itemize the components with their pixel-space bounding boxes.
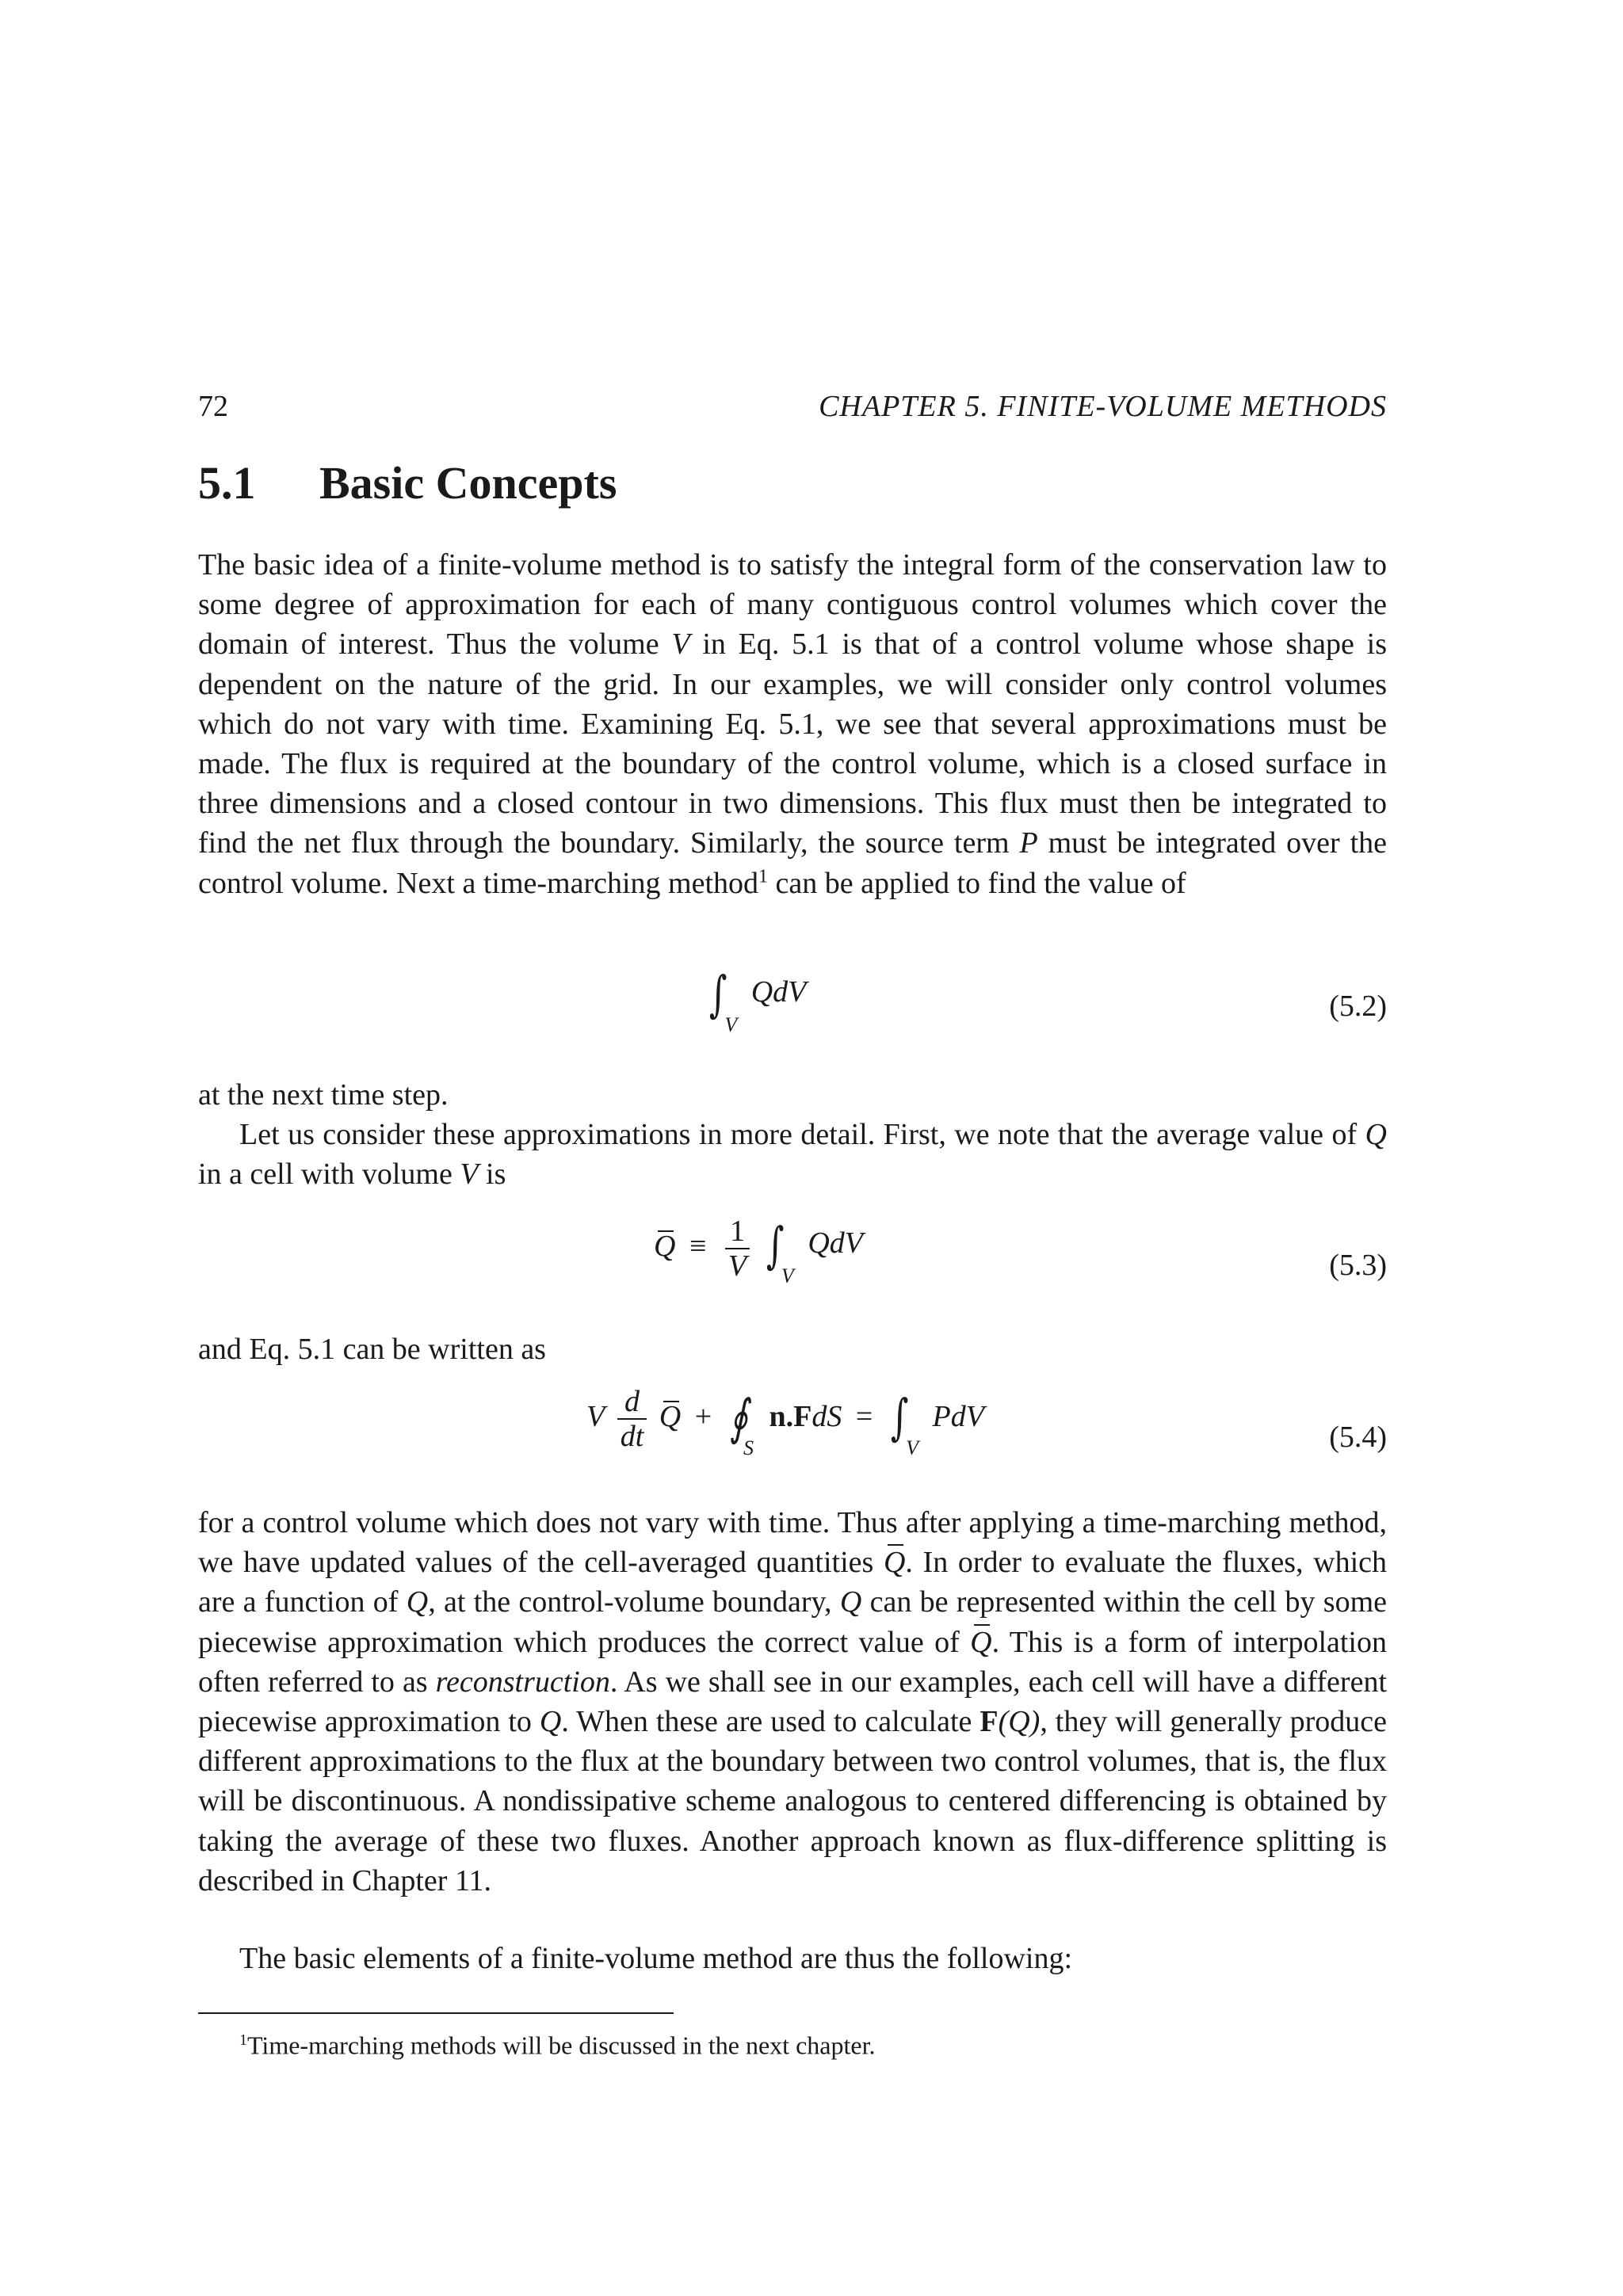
running-header: [198, 388, 1387, 425]
footnote-divider: [198, 2012, 674, 2014]
footnote: $^1$Time-marching methods will be discussed in the next chapter.: [239, 2031, 876, 2060]
footnote-marker: 1: [758, 865, 769, 887]
page-number: 72: [198, 390, 228, 423]
paragraph-after-eq53: and Eq. 5.1 can be written as: [198, 1333, 546, 1366]
equation-number: (5.2): [1329, 990, 1387, 1023]
document-page: [198, 0, 1387, 2296]
equation-5-4: V $\frac{d}{dt}$ $Q + ∮_S$ $n.FdS = \int_V$ PdV (5.4): [586, 1385, 1387, 1459]
section-heading: [198, 456, 617, 511]
integral-sign: ∫: [708, 965, 727, 1023]
equation-5-3: Q ≡ $\frac{1}{V}$ $\int_V$ QdV (5.3): [654, 1215, 1387, 1287]
paragraph-intro: The basic idea of a finite-volume method is to satisfy the integral form of the conservation law to some degree of approximation for each of many contiguous control volumes which cover the domain of interest. Thus the volume V in Eq. 5.1 is that of a control volume whose shape is dependent on the nature of the grid. In our examples, we will consider only control volumes which do not vary with time. Examining Eq. 5.1, we see that several approximations must be made. The flux is required at the boundary of the control volume, which is a closed surface in three dimensions and a closed contour in two dimensions. This flux must then be integrated to find the net flux through the boundary. Similarly, the source term P must be integrated over the control volume. Next a time-marching method$^1$ can be applied to find the value of: [198, 548, 1388, 900]
paragraph-reconstruction: for a control volume which does not vary with time. Thus after applying a time-marching method, we have updated values of the cell-averaged quantities Q. In order to evaluate the fluxes, which are a function of Q, at the control-volume boundary, Q can be represented within the cell by some piecewise approximation which produces the correct value of Q. This is a form of interpolation often referred to as reconstruction. As we shall see in our examples, each cell will have a different piecewise approximation to Q. When these are used to calculate F(Q), they will generally produce different approximations to the flux at the boundary between two control volumes, that is, the flux will be discontinuous. A nondissipative scheme analogous to centered differencing is obtained by taking the average of these two fluxes. Another approach known as flux-difference splitting is described in Chapter 11.: [198, 1506, 1388, 1897]
chapter-title: CHAPTER 5. FINITE-VOLUME METHODS: [819, 390, 1387, 423]
paragraph-average-value: Let us consider these approximations in more detail. First, we note that the average value of Q in a cell with volume V is: [198, 1118, 1387, 1192]
section-number: 5.1: [198, 457, 256, 509]
equation-number: (5.3): [1329, 1249, 1387, 1282]
paragraph-after-eq52: at the next time step.: [198, 1078, 449, 1112]
paragraph-elements: The basic elements of a finite-volume method are thus the following:: [239, 1942, 1073, 1975]
equation-5-2: $\int_V$ QdV (5.2): [708, 965, 1387, 1036]
section-title: Basic Concepts: [319, 457, 617, 509]
equation-number: (5.4): [1329, 1421, 1387, 1454]
